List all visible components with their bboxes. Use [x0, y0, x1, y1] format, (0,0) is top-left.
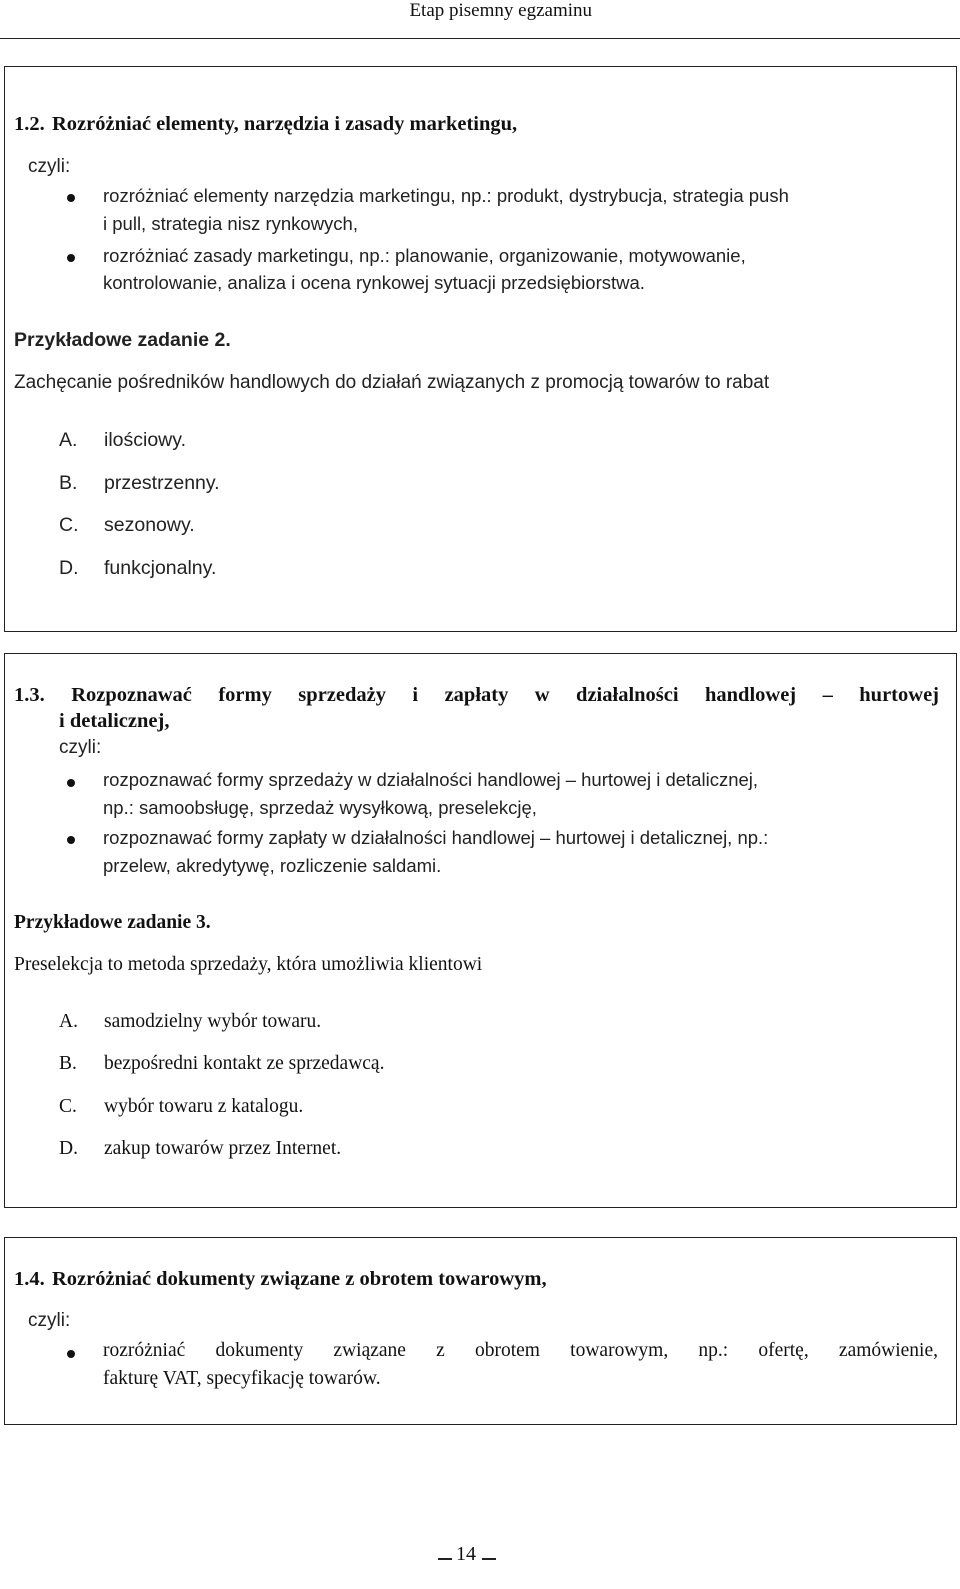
- option-text: bezpośredni kontakt ze sprzedawcą.: [104, 1053, 385, 1074]
- bullet-line: fakturę VAT, specyfikację towarów.: [103, 1368, 381, 1389]
- section-title: [14, 113, 517, 136]
- bullet-line: i pull, strategia nisz rynkowych,: [103, 213, 358, 234]
- bullet-icon: [67, 779, 75, 787]
- bullet-line: rozróżniać elementy narzędzia marketingu, np.: produkt, dystrybucja, strategia push: [103, 185, 789, 206]
- bullet-icon: [67, 1350, 75, 1358]
- bullet-line: rozpoznawać formy zapłaty w działalności handlowej – hurtowej i detalicznej, np.:: [103, 827, 769, 848]
- bullet-icon: [67, 194, 75, 202]
- option-letter: D.: [59, 557, 79, 579]
- bullet-line: kontrolowanie, analiza i ocena rynkowej sytuacji przedsiębiorstwa.: [103, 272, 645, 293]
- section-number: 1.2.: [14, 113, 45, 135]
- option-text: sezonowy.: [104, 514, 195, 536]
- question-text: Zachęcanie pośredników handlowych do działań związanych z promocją towarów to rabat: [14, 372, 770, 393]
- option-text: samodzielny wybór towaru.: [104, 1011, 322, 1032]
- question-text: Preselekcja to metoda sprzedaży, która umożliwia klientowi: [14, 954, 483, 975]
- option-letter: B.: [59, 472, 78, 494]
- section-number: 1.3.: [14, 684, 45, 706]
- section-title-line: i detalicznej,: [59, 710, 170, 732]
- example-title: Przykładowe zadanie 2.: [14, 329, 231, 351]
- option-letter: A.: [59, 429, 78, 451]
- bullet-line: rozpoznawać formy sprzedaży w działalności handlowej – hurtowej i detalicznej,: [103, 769, 759, 790]
- bullet-line: rozróżniać zasady marketingu, np.: planowanie, organizowanie, motywowanie,: [103, 245, 746, 266]
- bullet-line: [103, 1340, 938, 1362]
- header-title: Etap pisemny egzaminu: [409, 0, 592, 21]
- section-title-text: Rozróżniać elementy, narzędzia i zasady marketingu,: [52, 113, 518, 135]
- section-title: [14, 1268, 547, 1291]
- bullet-line: np.: samoobsługę, sprzedaż wysyłkową, preselekcję,: [103, 797, 537, 818]
- example-title: Przykładowe zadanie 3.: [14, 912, 211, 933]
- czyli-label: czyli:: [59, 737, 102, 758]
- section-box-1-2: [4, 66, 957, 632]
- section-title-line: Rozpoznawać formy sprzedaży i zapłaty w działalności handlowej – hurtowej: [71, 684, 939, 706]
- page-number: 14: [456, 1543, 476, 1565]
- page-header: [0, 0, 960, 39]
- section-box-1-3: [4, 653, 957, 1208]
- czyli-label: czyli:: [28, 1310, 71, 1331]
- section-box-1-4: [4, 1237, 957, 1425]
- section-title: [14, 684, 939, 707]
- option-text: zakup towarów przez Internet.: [104, 1138, 342, 1159]
- option-text: funkcjonalny.: [104, 557, 217, 579]
- option-text: wybór towaru z katalogu.: [104, 1096, 304, 1117]
- footer-dash-right: [482, 1558, 496, 1560]
- bullet-icon: [67, 836, 75, 844]
- option-text: ilościowy.: [104, 429, 186, 451]
- section-title-text: Rozróżniać dokumenty związane z obrotem towarowym,: [52, 1268, 547, 1290]
- section-number: 1.4.: [14, 1268, 45, 1290]
- option-letter: A.: [59, 1011, 78, 1032]
- option-letter: C.: [59, 514, 79, 536]
- option-letter: D.: [59, 1138, 78, 1159]
- czyli-label: czyli:: [28, 156, 71, 177]
- option-letter: B.: [59, 1053, 77, 1074]
- bullet-icon: [67, 254, 75, 262]
- footer-dash-left: [438, 1558, 452, 1560]
- bullet-line: przelew, akredytywę, rozliczenie saldami.: [103, 855, 442, 876]
- bullet-line-text: rozróżniać dokumenty związane z obrotem towarowym, np.: ofertę, zamówienie,: [103, 1340, 938, 1361]
- option-text: przestrzenny.: [104, 472, 220, 494]
- option-letter: C.: [59, 1096, 77, 1117]
